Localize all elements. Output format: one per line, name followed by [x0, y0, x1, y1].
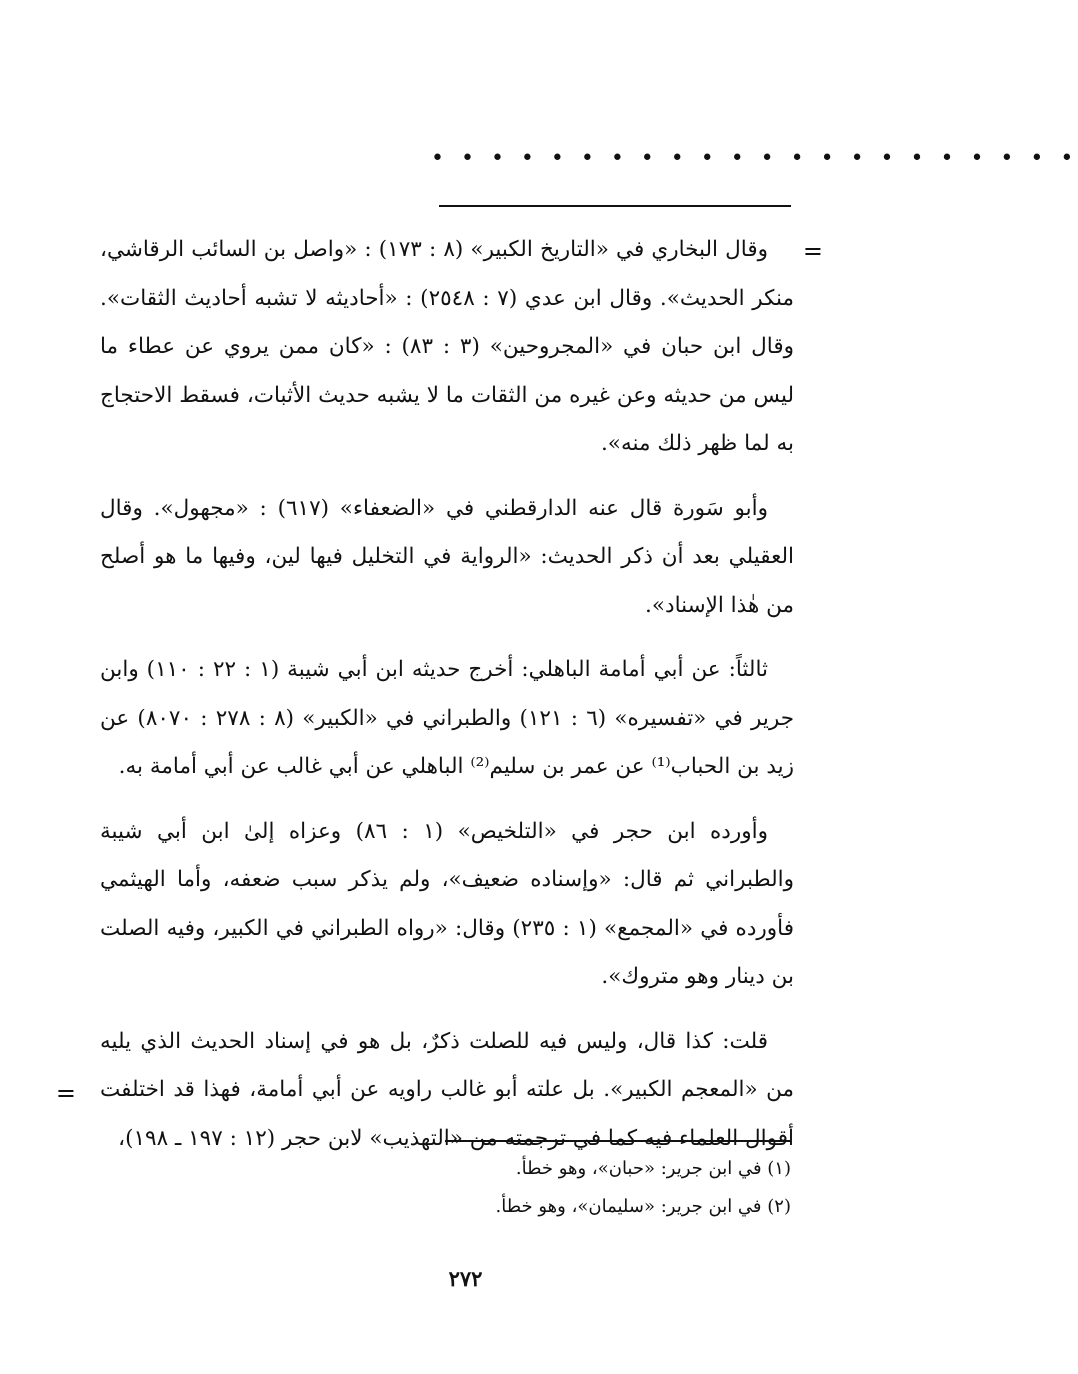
footnote-2: (٢) في ابن جرير: «سليمان»، وهو خطأ. — [495, 1196, 791, 1217]
paragraph-4: وأورده ابن حجر في «التلخيص» (١ : ٨٦) وعزاه إلىٰ ابن أبي شيبة والطبراني ثم قال: «وإسناده ضعيف»، ولم يذكر سبب ضعفه، وأما الهيثمي فأورده في «المجمع» (١ : ٢٣٥) وقال: «رواه الطبراني في الكبير، وفيه الصلت بن دينار وهو متروك». — [100, 818, 794, 989]
footnote-rule — [445, 1140, 791, 1142]
header-rule — [439, 205, 791, 207]
paragraph-3: ثالثاً: عن أبي أمامة الباهلي: أخرج حديثه ابن أبي شيبة (١ : ٢٢ : ١١٠) وابن جرير في «تفسيره» (٦ : ١٢١) والطبراني في «الكبير» (٨ : ٢٧٨ : ٨٠٧٠) عن زيد بن الحباب⁽¹⁾ عن عمر بن سليم⁽²⁾ الباهلي عن أبي غالب عن أبي أمامة به. — [100, 657, 794, 779]
footnote-1: (١) في ابن جرير: «حبان»، وهو خطأ. — [515, 1158, 791, 1179]
paragraph-1: وقال البخاري في «التاريخ الكبير» (٨ : ١٧٣) : «واصل بن السائب الرقاشي، منكر الحديث». وقال ابن عدي (٧ : ٢٥٤٨) : «أحاديثه لا تشبه أحاديث الثقات». وقال ابن حبان في «المجروحين» (٣ : ٨٣) : «كان ممن يروي عن عطاء ما ليس من حديثه وعن غيره من الثقات ما لا يشبه حديث الأثبات، فسقط الاحتجاج به لما ظهر ذلك منه». — [100, 237, 795, 456]
continuation-mark-bottom: = — [55, 1079, 76, 1107]
paragraph-5: قلت: كذا قال، وليس فيه للصلت ذكرٌ، بل هو في إسناد الحديث الذي يليه من «المعجم الكبير». بل علته أبو غالب راويه عن أبي أمامة، فهذا قد اختلفت أقوال العلماء فيه كما في ترجمته من «التهذيب» لابن حجر (١٢ : ١٩٧ ـ ١٩٨)، — [100, 1028, 794, 1151]
paragraph-2: وأبو سَورة قال عنه الدارقطني في «الضعفاء» (٦١٧) : «مجهول». وقال العقيلي بعد أن ذكر الحديث: «الرواية في التخليل فيها لين، وفيها ما هو أصلح من هٰذا الإسناد». — [100, 495, 794, 618]
header-dotted-line: • • • • • • • • • • • • • • • • • • • • • • — [431, 146, 1078, 171]
page-number: ٢٧٢ — [448, 1266, 483, 1291]
continuation-mark-top: = — [802, 237, 823, 265]
main-text — [100, 226, 794, 1179]
footnotes — [191, 1150, 791, 1226]
